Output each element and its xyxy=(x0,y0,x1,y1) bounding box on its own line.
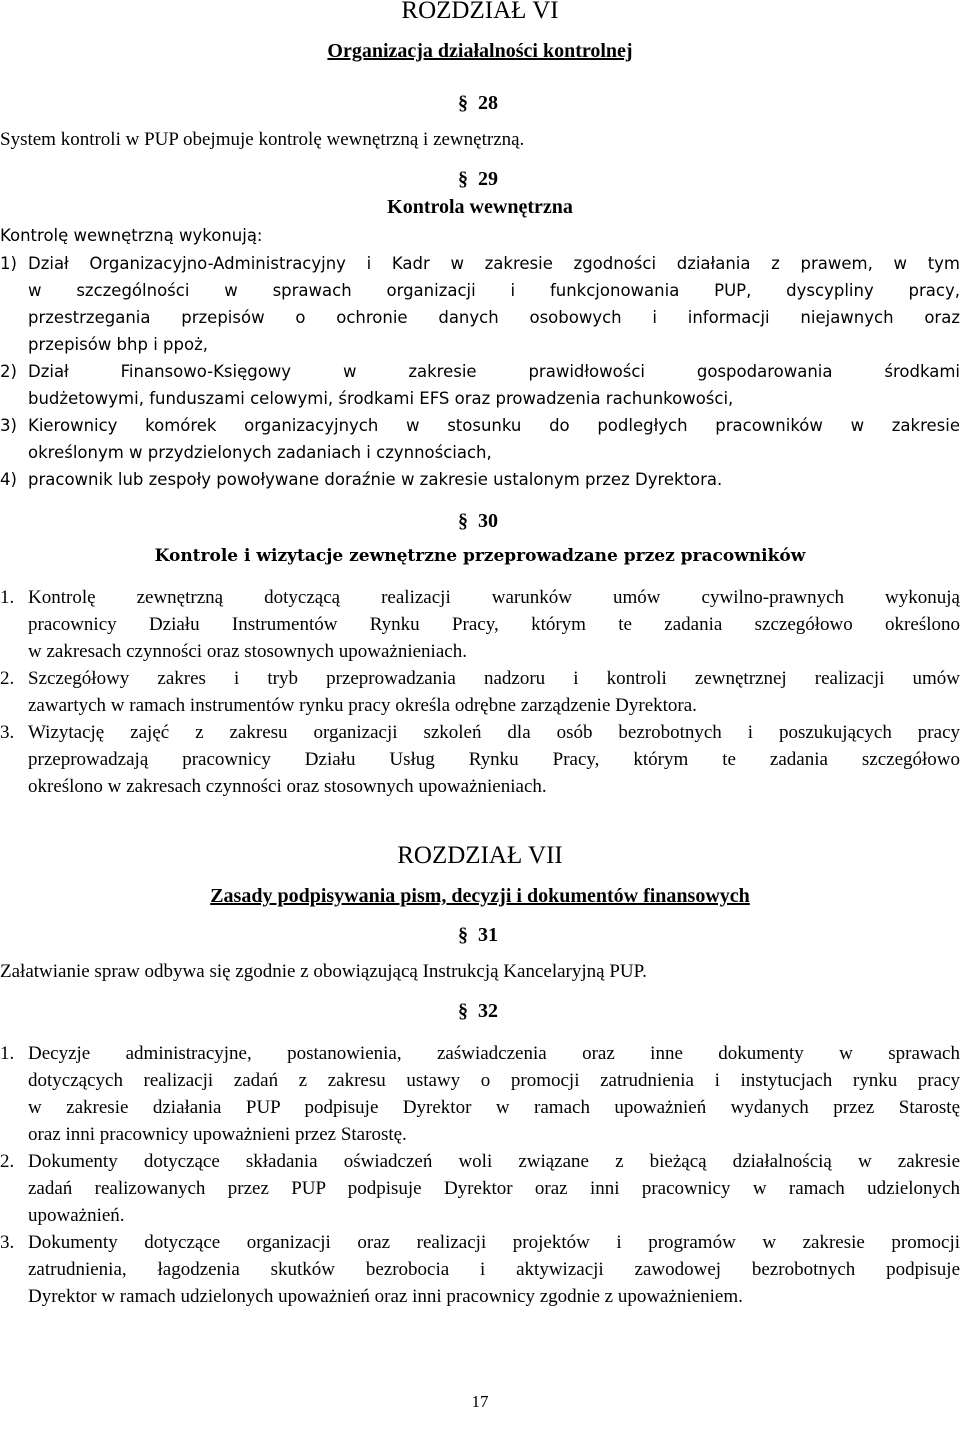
section-number: 31 xyxy=(478,924,498,946)
list-item-line: Dział Finansowo-Księgowy w zakresie prawidłowości gospodarowania środkami xyxy=(28,362,960,381)
list-item-number: 1. xyxy=(0,587,15,608)
section-sign: § xyxy=(458,924,468,946)
list-item xyxy=(0,584,960,665)
list-item xyxy=(0,1148,960,1229)
list-item xyxy=(0,358,960,412)
list-item-line: określonym w przydzielonych zadaniach i czynnościach, xyxy=(28,443,492,462)
list-item-line: Dyrektor w ramach udzielonych upoważnień oraz inni pracownicy zgodnie z upoważnieniem. xyxy=(28,1286,743,1307)
section-heading-29 xyxy=(458,166,498,193)
list-item-line: w zakresach czynności oraz stosownych upoważnieniach. xyxy=(28,641,467,662)
list-item-line: budżetowymi, funduszami celowymi, środkami EFS oraz prowadzenia rachunkowości, xyxy=(28,389,734,408)
list-item-number: 1. xyxy=(0,1043,15,1064)
section-sign: § xyxy=(458,510,468,532)
list-internal-control xyxy=(0,250,960,493)
section-number: 32 xyxy=(478,1000,498,1022)
section-intro: Kontrolę wewnętrzną wykonują: xyxy=(0,226,263,245)
chapter-title: ROZDZIAŁ VI xyxy=(401,0,559,24)
list-item-line: oraz inni pracownicy upoważnieni przez Starostę. xyxy=(28,1124,407,1145)
list-item-line: w zakresie działania PUP podpisuje Dyrektor w ramach upoważnień wydanych przez Starostę xyxy=(28,1097,960,1118)
list-item-line: Szczegółowy zakres i tryb przeprowadzania nadzoru i kontroli zewnętrznej realizacji umów xyxy=(28,668,960,689)
list-item xyxy=(0,1040,960,1148)
list-item-line: Wizytację zajęć z zakresu organizacji szkoleń dla osób bezrobotnych i poszukujących pracy xyxy=(28,722,960,743)
list-item xyxy=(0,665,960,719)
chapter-title: ROZDZIAŁ VII xyxy=(397,842,563,869)
section-sign: § xyxy=(458,168,468,190)
section-number: 30 xyxy=(478,510,498,532)
list-item xyxy=(0,250,960,358)
list-item-number: 2) xyxy=(0,362,17,381)
list-signing-rules xyxy=(0,1040,960,1310)
list-item-line: przepisów bhp i ppoż, xyxy=(28,335,208,354)
list-item-line: pracownicy Działu Instrumentów Rynku Pracy, którym te zadania szczegółowo określono xyxy=(28,614,960,635)
list-item xyxy=(0,466,960,493)
list-item-number: 2. xyxy=(0,668,15,689)
list-item-line: określono w zakresach czynności oraz stosownych upoważnieniach. xyxy=(28,776,547,797)
list-item-number: 1) xyxy=(0,254,17,273)
list-item-line: zatrudnienia, łagodzenia skutków bezrobocia i aktywizacji zawodowej bezrobotnych podpisuje xyxy=(28,1259,960,1280)
list-item xyxy=(0,1229,960,1310)
list-item-line: dotyczących realizacji zadań z zakresu ustawy o promocji zatrudnienia i instytucjach rynku pracy xyxy=(28,1070,960,1091)
section-heading-28 xyxy=(458,90,498,117)
list-item xyxy=(0,412,960,466)
section-sign: § xyxy=(458,92,468,114)
section-sign: § xyxy=(458,1000,468,1022)
section-heading-32 xyxy=(458,998,498,1025)
list-item-line: pracownik lub zespoły powoływane doraźnie w zakresie ustalonym przez Dyrektora. xyxy=(28,470,723,489)
chapter-subtitle: Organizacja działalności kontrolnej xyxy=(327,40,633,62)
section-number: 28 xyxy=(478,92,498,114)
list-external-control xyxy=(0,584,960,800)
list-item-line: Decyzje administracyjne, postanowienia, zaświadczenia oraz inne dokumenty w sprawach xyxy=(28,1043,960,1064)
list-item-line: przeprowadzają pracownicy Działu Usług Rynku Pracy, którym te zadania szczegółowo xyxy=(28,749,960,770)
list-item-line: Dokumenty dotyczące składania oświadczeń woli związane z bieżącą działalnością w zakresie xyxy=(28,1151,960,1172)
list-item-line: przestrzegania przepisów o ochronie danych osobowych i informacji niejawnych oraz xyxy=(28,308,960,327)
list-item-line: Dokumenty dotyczące organizacji oraz realizacji projektów i programów w zakresie promocji xyxy=(28,1232,960,1253)
list-item-line: zawartych w ramach instrumentów rynku pracy określa odrębne zarządzenie Dyrektora. xyxy=(28,695,697,716)
list-item-line: Kierownicy komórek organizacyjnych w stosunku do podległych pracowników w zakresie xyxy=(28,416,960,435)
section-title: Kontrola wewnętrzna xyxy=(387,196,573,218)
list-item-number: 3) xyxy=(0,416,17,435)
section-number: 29 xyxy=(478,168,498,190)
section-text: Załatwianie spraw odbywa się zgodnie z obowiązującą Instrukcją Kancelaryjną PUP. xyxy=(0,961,647,982)
section-title: Kontrole i wizytacje zewnętrzne przeprowadzane przez pracowników xyxy=(154,546,806,566)
list-item-line: upoważnień. xyxy=(28,1205,125,1226)
list-item-line: Kontrolę zewnętrzną dotyczącą realizacji warunków umów cywilno-prawnych wykonują xyxy=(28,587,960,608)
page-number: 17 xyxy=(471,1392,489,1411)
list-item-number: 4) xyxy=(0,470,17,489)
list-item-line: zadań realizowanych przez PUP podpisuje Dyrektor oraz inni pracownicy w ramach udzielonych xyxy=(28,1178,960,1199)
section-heading-31 xyxy=(458,922,498,949)
list-item-number: 3. xyxy=(0,1232,15,1253)
list-item-number: 3. xyxy=(0,722,15,743)
section-text: System kontroli w PUP obejmuje kontrolę wewnętrzną i zewnętrzną. xyxy=(0,129,525,150)
list-item-line: w szczególności w sprawach organizacji i funkcjonowania PUP, dyscypliny pracy, xyxy=(28,281,960,300)
list-item-line: Dział Organizacyjno-Administracyjny i Kadr w zakresie zgodności działania z prawem, w tym xyxy=(28,254,960,273)
chapter-subtitle: Zasady podpisywania pism, decyzji i dokumentów finansowych xyxy=(210,885,750,907)
list-item xyxy=(0,719,960,800)
list-item-number: 2. xyxy=(0,1151,15,1172)
section-heading-30 xyxy=(458,508,498,535)
